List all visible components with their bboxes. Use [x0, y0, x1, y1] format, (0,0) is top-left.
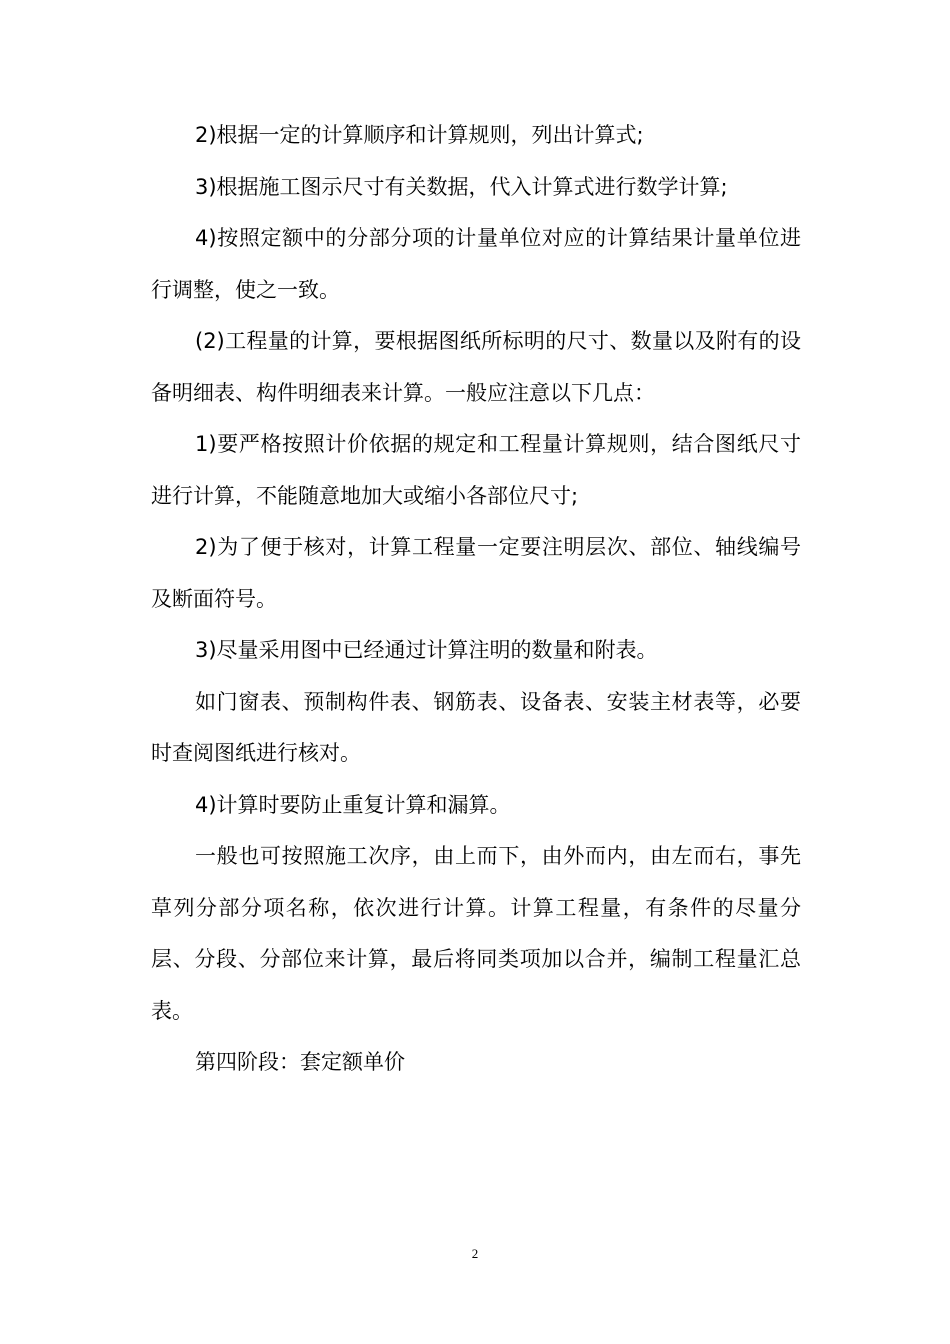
- paragraph-note-4: 4)计算时要防止重复计算和漏算。: [195, 792, 511, 817]
- paragraph-quantity-calculation: (2)工程量的计算，要根据图纸所标明的尺寸、数量以及附有的设备明细表、构件明细表来计算。一般应注意以下几点：: [151, 329, 801, 405]
- body-text: [151, 110, 801, 1089]
- paragraph-note-1: 1)要严格按照计价依据的规定和工程量计算规则，结合图纸尺寸进行计算，不能随意地加大或缩小各部位尺寸;: [151, 432, 801, 508]
- paragraph-note-2: 2)为了便于核对，计算工程量一定要注明层次、部位、轴线编号及断面符号。: [151, 535, 801, 611]
- paragraph-step-3: 3)根据施工图示尺寸有关数据，代入计算式进行数学计算;: [195, 174, 728, 199]
- paragraph-sequence: 一般也可按照施工次序，由上而下，由外而内，由左而右，事先草列分部分项名称，依次进行计算。计算工程量，有条件的尽量分层、分段、分部位来计算，最后将同类项加以合并，编制工程量汇总表。: [151, 844, 801, 1023]
- page-number: 2: [471, 1246, 479, 1261]
- paragraph-tables: 如门窗表、预制构件表、钢筋表、设备表、安装主材表等，必要时查阅图纸进行核对。: [151, 689, 801, 765]
- paragraph-step-2: 2)根据一定的计算顺序和计算规则，列出计算式;: [195, 123, 644, 147]
- paragraph-step-4: 4)按照定额中的分部分项的计量单位对应的计算结果计量单位进行调整，使之一致。: [151, 226, 801, 302]
- paragraph-stage-four: 第四阶段：套定额单价: [195, 1050, 405, 1074]
- paragraph-note-3: 3)尽量采用图中已经通过计算注明的数量和附表。: [195, 638, 658, 662]
